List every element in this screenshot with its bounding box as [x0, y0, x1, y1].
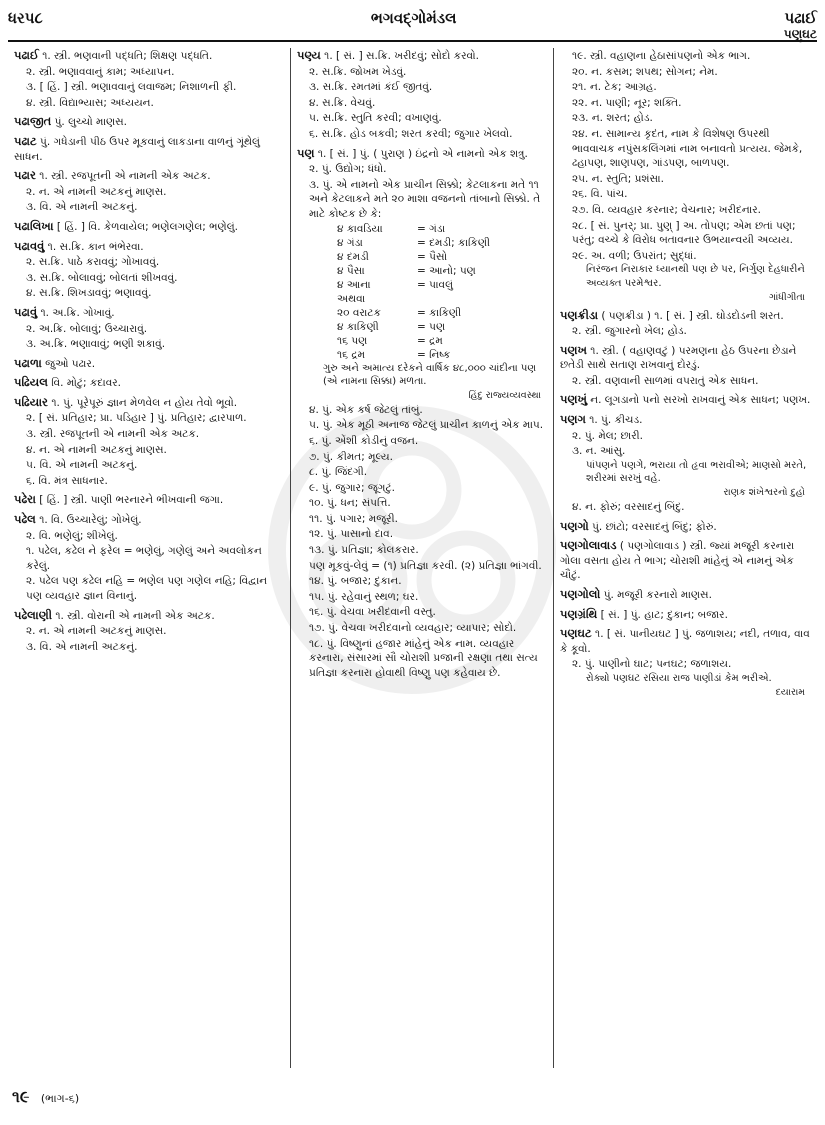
entry-line — [14, 356, 284, 372]
definition: ( પણગોલાવાડ ) સ્ત્રી. જ્યાં મજૂરી કરનારા ગોલા વસતા હોય તે ભાગ; ચોરાશી માંહેનું એ નામનું એક ચૌટું. — [560, 540, 795, 582]
sense: ૪. સ.ક્રિ. શિખડાવવું; ભણાવવું. — [26, 287, 152, 300]
table-row — [337, 306, 547, 320]
table-cell-value: = દમડી; કાકિણી — [417, 236, 490, 249]
headword: પઢિયાર — [14, 394, 48, 409]
sense: ૮. પું. જિંદગી. — [309, 466, 368, 479]
sense: પણ મૂકવું-લેવું = (૧) પ્રતિજ્ઞા કરવી. (૨) પ્રતિજ્ઞા ભાંગવી. — [309, 559, 542, 572]
dictionary-entry — [560, 587, 811, 603]
citation: નિરંજન નિરાકાર ધ્યાનથી પણ છે પર, નિર્ગુણ દેહધારીને અવ્યક્ત પરમેશ્વર. — [586, 264, 805, 289]
headword: પઢાવવું — [14, 238, 45, 253]
dictionary-entry — [297, 48, 547, 142]
sense: ૬. પું. એંશી કોડીનું વજન. — [309, 434, 419, 447]
page-header — [8, 6, 817, 30]
header-rule — [8, 40, 817, 42]
definition: ૧. સ્ત્રી. રજપૂતની એ નામની એક અટક. — [39, 170, 211, 183]
dictionary-entry — [560, 392, 811, 408]
sense: ૨૦. ન. કસમ; શપથ; સોગન; નેમ. — [572, 65, 718, 78]
sense: ૨૩. ન. શરત; હોડ. — [572, 112, 653, 125]
table-cell-value: = નિષ્ક — [417, 348, 451, 361]
dictionary-entry — [14, 48, 284, 110]
headword: પણ — [297, 145, 315, 160]
sense: ૧૪. પું. બજાર; દુકાન. — [309, 575, 402, 588]
sense: ૧૭. પું. વેચવા ખરીદવાનો વ્યવહાર; વ્યાપાર; સોદો. — [309, 622, 517, 635]
entry-line — [297, 48, 547, 64]
table-cell-unit: ૧૬ દ્રમ — [337, 348, 365, 361]
table-row — [337, 250, 547, 264]
sense: ૨. સ.ક્રિ. પાઠે કરાવવું; ગોખાવવું. — [26, 256, 160, 269]
sense: ૨. ન. એ નામની અટકનું માણસ. — [26, 625, 167, 638]
page-footer — [12, 1087, 79, 1107]
header-left-guide: ધરપ૮ — [8, 9, 43, 27]
headword: પઢાવું — [14, 304, 38, 319]
sense: ૩. અ.ક્રિ. ભણાવાવું; ભણી શકાવું. — [26, 338, 166, 351]
table-row — [337, 264, 547, 278]
table-separator: અથવા — [337, 292, 366, 305]
headword: પણ્ય — [297, 48, 321, 62]
sense: ૭. પું. કીમત; મૂલ્ય. — [309, 450, 393, 463]
sense: ૬. સ.ક્રિ. હોડ બકવી; શરત કરવી; જુગાર ખેલવો. — [309, 127, 513, 140]
conversion-table — [337, 222, 547, 292]
dictionary-entry — [14, 114, 284, 130]
definition: ૧. પું. પૂરેપૂરું જ્ઞાન મેળવેલ ન હોય તેવો ભૂવો. — [51, 396, 238, 409]
definition: પું. છાંટો; વરસાદનું બિંદુ; ફોરું. — [592, 520, 717, 533]
sense: ૪. સ્ત્રી. વિદ્યાભ્યાસ; અધ્યયન. — [26, 96, 154, 109]
table-cell-unit: ૨૦ વરાટક — [337, 306, 381, 319]
dictionary-entry — [14, 395, 284, 489]
dictionary-entry — [560, 626, 811, 698]
dictionary-entry — [560, 538, 811, 583]
citation: ગુરુ અને અમાત્ય દરેકને વાર્ષિક ૪૮,૦૦૦ ચાંદીના પણ (એ નામના સિક્કા) મળતા. — [323, 362, 537, 388]
table-row — [337, 222, 547, 236]
sense: ૪. સ.ક્રિ. વેચવું. — [309, 96, 376, 109]
sense: ૩. સ.ક્રિ. રમતમાં કંઈ જીતવું. — [309, 81, 433, 94]
sense: ૧૦. પું. ધન; સંપત્તિ. — [309, 497, 391, 510]
table-row — [337, 334, 547, 348]
citation-source: દયારામ — [775, 686, 805, 698]
sense: ૫. સ.ક્રિ. સ્તુતિ કરવી; વખાણવું. — [309, 112, 442, 125]
dictionary-entry — [560, 607, 811, 623]
headword: પઢાટ — [14, 133, 37, 148]
sense: ૨. સ્ત્રી. જુગારનો ખેલ; હોડ. — [572, 325, 687, 338]
headword: પઢાઈ — [14, 48, 39, 62]
sense: ૨૪. ન. સામાન્ય કૃદંત, નામ કે વિશેષણ ઉપરથી ભાવવાચક નપુંસકલિંગમાં નામ બનાવતો પ્રત્યય. જેમકે, ઢહાપણ, શાણપણ, ગાંડપણ, બાળપણ. — [572, 127, 803, 170]
dictionary-entry — [14, 305, 284, 352]
sense: ૪. ન. એ નામની અટકનું માણસ. — [26, 443, 167, 456]
table-row — [337, 236, 547, 250]
sense: ૫. વિ. એ નામની અટકનું. — [26, 459, 138, 472]
headword: પઢાલિખા — [14, 218, 54, 233]
entry-line — [14, 134, 284, 164]
definition: ૧. [ સં. ] પું. ( પુરાણ ) ઇંદ્રનો એ નામનો એક શત્રુ. — [317, 147, 528, 160]
table-cell-value: = પાવલું — [417, 278, 454, 291]
definition: [ હિં. ] વિ. કેળવાયેલ; ભણેલગણેલ; ભણેલું. — [56, 220, 238, 233]
dictionary-entry — [14, 219, 284, 235]
sense: ૨. સ.ક્રિ. જોખમ ખેડવું. — [309, 65, 407, 78]
headword: પઢેરા — [14, 492, 36, 507]
definition: ૧. સ્ત્રી. ( વહાણવટું ) પરમણના હેઠ ઉપરના છેડાને છતેડી સાથે સતાણ રાખવાનું દોરડું. — [560, 344, 797, 372]
sense: ૬. વિ. મંત્ર સાધનાર. — [26, 474, 108, 487]
sense: ૨. સ્ત્રી. વણવાની સાળમાં વપરાતું એક સાધન. — [572, 374, 759, 387]
sense: ૨. વિ. ભણેલું; શીખેલું. — [26, 529, 118, 542]
definition: ૧. સ્ત્રી. ભણવાની પદ્ધતિ; શિક્ષણ પદ્ધતિ. — [42, 50, 213, 62]
sense: ૨. પઢેલ પણ કઢેલ નહિ = ભણેલ પણ ગણેલ નહિ; વિદ્વાન પણ વ્યવહાર જ્ઞાન વિનાનું. — [26, 575, 268, 602]
sense: ૨. પું. મેલ; છારી. — [572, 429, 644, 442]
dictionary-entry — [14, 492, 284, 508]
table-row — [337, 320, 547, 334]
headword: પઢાળા — [14, 355, 42, 370]
conversion-table — [337, 306, 547, 362]
table-cell-unit: ૪ ગંડા — [337, 236, 363, 249]
headword: પણઘટ — [560, 626, 592, 641]
table-cell-unit: ૪ પૈસા — [337, 264, 365, 277]
definition: ૧. અ.ક્રિ. ગોખાવું. — [40, 306, 115, 319]
dictionary-entry — [14, 608, 284, 655]
headword: પણગોલો — [560, 587, 601, 601]
dictionary-entry — [14, 356, 284, 372]
sense: ૧૨. પું. પાસાનો દાવ. — [309, 528, 394, 541]
table-cell-value: = દ્રમ — [417, 334, 443, 347]
table-cell-value: = કાકિણી — [417, 306, 462, 319]
definition: [ સં. ] પું. હાટ; દુકાન; બજાર. — [600, 608, 728, 621]
headword: પણક્રીડા — [560, 307, 599, 322]
sense: ૩. ન. આંસુ. — [572, 445, 626, 458]
sense: ૧૫. પું. રહેવાનું સ્થળ; ઘર. — [309, 590, 419, 603]
sense: ૨૫. ન. સ્તુતિ; પ્રશંસા. — [572, 172, 664, 185]
sense: ૨. પું. પાણીનો ઘાટ; પનઘટ; જળાશય. — [572, 658, 732, 671]
headword: પણગ્રંથિ — [560, 606, 598, 621]
citation-source: રાણક શંખેશ્વરનો દુહો — [723, 487, 805, 499]
sense: ૨. ન. એ નામની અટકનું માણસ. — [26, 185, 167, 198]
entry-line — [560, 412, 811, 428]
dictionary-entry — [560, 343, 811, 389]
table-cell-value: = ગંડા — [417, 222, 446, 235]
dictionary-entry — [297, 146, 547, 681]
entry-line — [560, 392, 811, 408]
entry-line — [14, 114, 284, 130]
dictionary-entry — [560, 49, 811, 304]
entry-line — [14, 219, 284, 235]
dictionary-entry — [560, 412, 811, 515]
entry-line — [297, 146, 547, 162]
sense: ૧૧. પું. પગાર; મજૂરી. — [309, 512, 398, 525]
definition: ૧. સ્ત્રી. વોરાની એ નામની એક અટક. — [55, 609, 215, 622]
dictionary-entry — [14, 134, 284, 164]
dictionary-entry — [560, 308, 811, 339]
citation-source: ગાંધીગીતા — [769, 291, 805, 303]
sense: ૨. સ્ત્રી. ભણાવવાનું કામ; અધ્યાપન. — [26, 65, 175, 78]
citation: રોક્યો પણઘટ રસિયા રાજ પાણીડાં કેમ ભરીએ. — [586, 672, 772, 684]
sense: ૩. વિ. એ નામની અટકનું. — [26, 201, 138, 214]
entry-line — [560, 343, 811, 373]
sense: ૧૯. સ્ત્રી. વહાણના હેઠાસાંપણનો એક ભાગ. — [572, 50, 751, 62]
headword: પણગો — [560, 518, 589, 533]
sense: ૩. પું. એ નામનો એક પ્રાચીન સિક્કો; કેટલાકના મતે ૧૧ અને કેટલાકને મતે ૨૦ માશા વજનનો તાંબાનો સિક્કો. તે માટે કોષ્ટક છે કે: — [309, 178, 541, 220]
entry-line — [14, 492, 284, 508]
sense: ૪. પું. એક કર્ષ જેટલું તાંબું. — [309, 403, 423, 416]
sense: ૨. અ.ક્રિ. બોલાવું; ઉચ્ચારાવું. — [26, 322, 148, 335]
entry-line — [560, 587, 811, 603]
header-right-guide: પઢાઈ — [784, 9, 817, 27]
entry-line — [560, 538, 811, 583]
sense: ૨૧. ન. ટેક; આગ્રહ. — [572, 81, 657, 94]
headword: પઢિયલ — [14, 375, 48, 390]
table-cell-value: = પૈસો — [417, 250, 448, 263]
dictionary-columns — [8, 48, 817, 1068]
sense: ૪. ન. ફોરું; વરસાદનું બિંદુ. — [572, 501, 685, 514]
sense: ૩. વિ. એ નામની અટકનું. — [26, 640, 138, 653]
citation-source: હિંદુ રાજ્યવ્યવસ્થા — [468, 389, 541, 401]
headword: પઢેલાણી — [14, 607, 53, 622]
column-3 — [554, 48, 817, 1068]
entry-line — [14, 168, 284, 184]
table-cell-unit: ૪ કાકિણી — [337, 320, 379, 333]
headword: પણગોલાવાડ — [560, 538, 617, 553]
definition: ( પણક્રીડા ) ૧. [ સં. ] સ્ત્રી. ઘોડદોડની શરત. — [601, 309, 784, 322]
entry-line — [560, 308, 811, 324]
dictionary-entry — [14, 512, 284, 604]
entry-line — [14, 239, 284, 255]
dictionary-entry — [560, 519, 811, 535]
volume-part: (ભાગ-૬) — [40, 1092, 80, 1105]
entry-line — [14, 608, 284, 624]
headword: પણખ — [560, 342, 587, 357]
sense: ૧. પઢેલ, કઢેલ ને ફરેલ = ભણેલું, ગણેલું અને અવલોકન કરેલું. — [26, 545, 262, 572]
sense: ૨૭. વિ. વ્યવહાર કરનાર; વેચનાર; ખરીદનાર. — [572, 203, 761, 216]
citation: પાંપણને પણગે, ભરાયા તો હૃવા ભરાવીએ; માણસો મરતે, શરીરમાં સરખું વહે. — [586, 459, 807, 485]
sense: ૨૨. ન. પાણી; નૂર; શક્તિ. — [572, 96, 682, 109]
sense: ૨. [ સં. પ્રતિહાર; પ્રા. પડિહાર ] પું. પ્રતિહાર; દ્વારપાળ. — [26, 412, 247, 425]
table-row — [337, 278, 547, 292]
definition: ન. લૂગડાનો પનો સરખો રાખવાનું એક સાધન; પણખ. — [590, 394, 811, 407]
definition: પું. લુચ્ચો માણસ. — [54, 116, 128, 129]
definition: પું. મજૂરી કરનારો માણસ. — [603, 589, 712, 601]
sense: ૫. પું. એક મૂઠી અનાજ જેટલું પ્રાચીન કાળનું એક માપ. — [309, 419, 544, 432]
column-1 — [8, 48, 291, 1068]
table-cell-value: = પણ — [417, 320, 446, 333]
sense: ૨૯. અ. વળી; ઉપરાંત; સુદ્ધાં. — [572, 249, 697, 262]
sense: ૨૬. વિ. પાંચ. — [572, 188, 628, 201]
sense: ૩. સ.ક્રિ. બોલાવવું; બોલતાં શીખવવું. — [26, 271, 178, 284]
definition: ૧. પું. કીચડ. — [589, 414, 643, 427]
definition: પું. ગધેડાની પીઠ ઉપર મૂકવાનું લાકડાના વાળનું ગૂંથેલું સાધન. — [14, 135, 260, 163]
definition: ૧. [ સં. પાનીયઘટ ] પું. જળાશય; નદી, તળાવ, વાવ કે કૂવો. — [560, 628, 810, 655]
definition: જુઓ પઢાર. — [45, 357, 96, 370]
definition: [ હિં. ] સ્ત્રી. પાણી ભરનારને ભીખવાની જગા. — [39, 494, 224, 507]
header-sub-guide: પણુઘટ — [783, 27, 817, 41]
dictionary-entry — [14, 375, 284, 391]
definition: ૧. સ.ક્રિ. કાન ભંભેરવા. — [47, 240, 144, 253]
sense: ૩. [ હિં. ] સ્ત્રી. ભણાવવાનું લવાજમ; નિશાળની ફી. — [26, 81, 237, 94]
table-cell-unit: ૪ કાવડિયા — [337, 222, 383, 235]
headword: પણખું — [560, 392, 587, 407]
definition: વિ. મોટું; કદાવર. — [51, 377, 122, 390]
definition: ૧. વિ. ઉચ્ચારેલું; ગોખેલું. — [39, 514, 142, 527]
table-cell-unit: ૧૬ પણ — [337, 334, 368, 347]
page-number: ૧૯ — [12, 1087, 30, 1106]
headword: પઢેલ — [14, 512, 36, 527]
dictionary-entry — [14, 239, 284, 301]
headword: પઢાર — [14, 168, 36, 183]
entry-line — [560, 607, 811, 623]
definition: ૧. [ સં. ] સ.ક્રિ. ખરીદવું; સોદો કરવો. — [324, 50, 480, 62]
dictionary-entry — [14, 168, 284, 215]
column-2 — [291, 48, 554, 1068]
entry-line — [14, 48, 284, 64]
entry-line — [560, 519, 811, 535]
sense: ૩. સ્ત્રી. રજપૂતની એ નામની એક અટક. — [26, 428, 200, 441]
table-cell-value: = આનો; પણ — [417, 264, 476, 277]
headword: પઢાજીત — [14, 114, 52, 129]
entry-line — [14, 375, 284, 391]
table-cell-unit: ૪ દમડી — [337, 250, 369, 263]
headword: પણગ — [560, 412, 586, 427]
entry-line — [560, 626, 811, 656]
header-title: ભગવદ્ગોમંડલ — [370, 9, 457, 27]
entry-line — [14, 395, 284, 411]
entry-line — [14, 305, 284, 321]
sense: ૧૩. પું. પ્રતિજ્ઞા; કોલકરાર. — [309, 544, 419, 557]
sense: ૧૬. પું. વેચવા ખરીદવાની વસ્તુ. — [309, 606, 436, 619]
sense: ૯. પું. જુગાર; જૂગટું. — [309, 481, 395, 494]
sense: ૨૮. [ સં. પુનર્; પ્રા. પુણ્ ] અ. તોપણ; એમ છતાં પણ; પરંતુ; વચ્ચે કે વિરોધ બતાવનાર ઉભયાન્વયી અવ્યય. — [572, 219, 796, 247]
table-row — [337, 348, 547, 362]
sense: ૧૮. પું. વિષ્ણુનાં હજાર માંહેનું એક નામ. વ્યવહાર કરનારા, સંસારમાં સૌ ચોરાશી પ્રજાની રક્ષણા તથા સત્ય પ્રતિજ્ઞા કરનારા હોવાથી વિષ્ણુ પણ કહેવાય છે. — [309, 637, 538, 679]
entry-line — [14, 512, 284, 528]
table-cell-unit: ૪ આના — [337, 278, 371, 291]
sense: ૨. પું. ઉદ્યોગ; ધંધો. — [309, 163, 387, 176]
